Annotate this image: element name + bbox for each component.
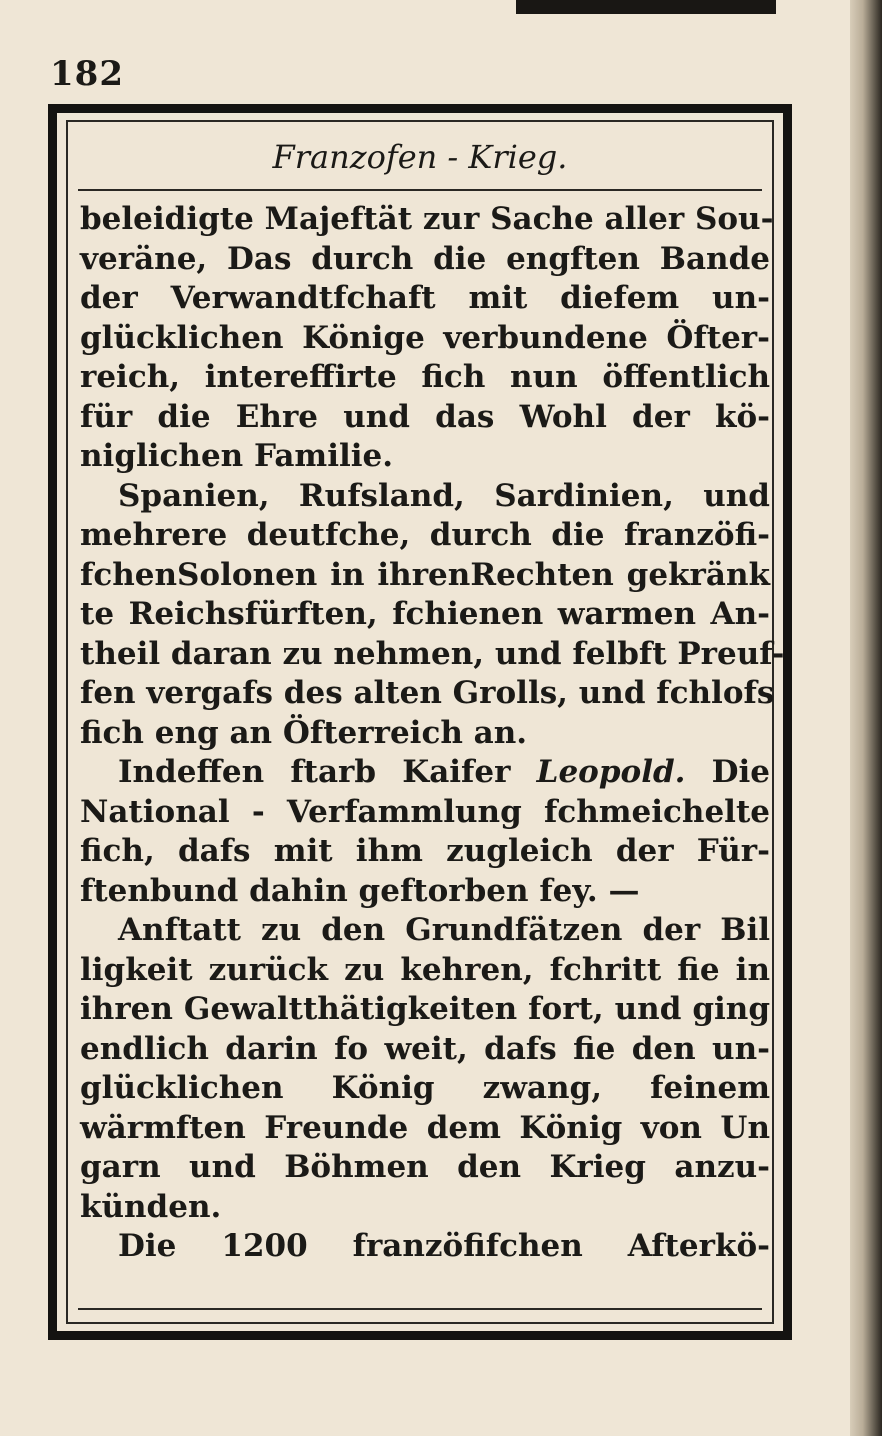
text-line: National - Verfammlung fchmeichelte: [80, 793, 770, 830]
page-number: 182: [50, 54, 124, 94]
paragraph-start-line: Spanien, Rufsland, Sardinien, und: [118, 477, 770, 514]
text-line: glücklichen König zwang, feinem: [80, 1070, 770, 1106]
text-line: niglichen Familie.: [80, 438, 394, 474]
footer-rule: [78, 1308, 762, 1310]
text-line: theil daran zu nehmen, und felbft Preuf-: [80, 635, 785, 672]
text-line: ligkeit zurück zu kehren, fchritt fie in: [80, 951, 770, 988]
text-segment: Indeffen ftarb Kaifer: [118, 754, 511, 790]
text-line: fen vergafs des alten Grolls, und fchlofs: [80, 675, 775, 711]
text-line: te Reichsfürften, fchienen warmen An-: [80, 596, 770, 632]
text-line: fich eng an Öfterreich an.: [80, 714, 528, 751]
text-line: mehrere deutfche, durch die franzöfi-: [80, 517, 770, 553]
paragraph-start-line: Anftatt zu den Grundfätzen der Bil: [118, 912, 770, 948]
text-line: veräne, Das durch die engften Bande: [80, 240, 770, 277]
text-line: für die Ehre und das Wohl der kö-: [80, 398, 770, 435]
text-line: beleidigte Majeftät zur Sache aller Sou-: [80, 201, 774, 237]
text-line: fchenSolonen in ihrenRechten gekränk: [80, 556, 770, 593]
text-line: ihren Gewaltthätigkeiten fort, und ging: [80, 991, 770, 1027]
paragraph-start-line: Die 1200 franzöfifchen Afterkö-: [118, 1228, 770, 1264]
text-line: reich, intereffirte fich nun öffentlich: [80, 359, 770, 395]
text-line: wärmften Freunde dem König von Un: [80, 1109, 770, 1146]
italic-name: Leopold.: [536, 754, 686, 790]
running-header-title: Franzofen - Krieg.: [272, 138, 568, 176]
text-line: der Verwandtfchaft mit diefem un-: [80, 280, 770, 316]
text-line: glücklichen Könige verbundene Öfter-: [80, 319, 770, 356]
scan-dark-strip: [516, 0, 776, 14]
text-segment: Die: [711, 754, 771, 790]
page-edge-shadow: [850, 0, 882, 1436]
text-line: ftenbund dahin geftorben fey. —: [80, 872, 640, 909]
text-line: endlich darin fo weit, dafs fie den un-: [80, 1030, 770, 1067]
paragraph-start-line: [80, 753, 770, 793]
text-line: künden.: [80, 1188, 222, 1225]
text-line: garn und Böhmen den Krieg anzu-: [80, 1149, 770, 1185]
text-line: fich, dafs mit ihm zugleich der Für-: [80, 833, 770, 869]
body-text: [80, 200, 785, 1267]
header-rule: [78, 189, 762, 191]
